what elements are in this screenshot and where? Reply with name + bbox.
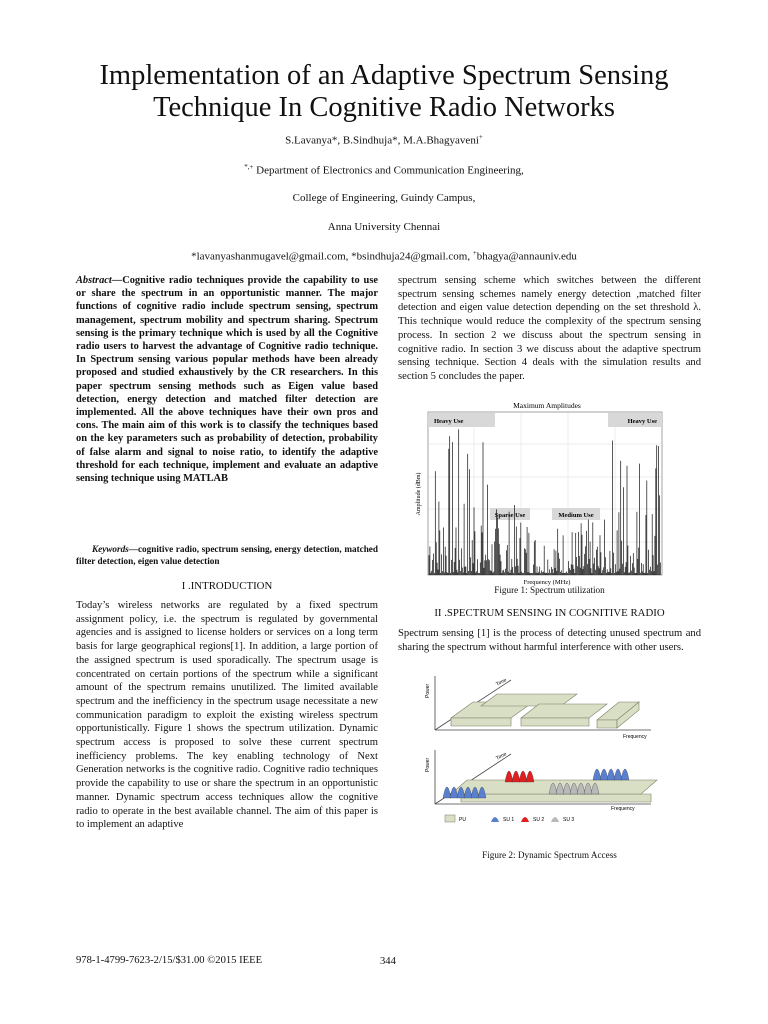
su2-bump — [526, 771, 534, 782]
affil-mark: *,+ — [244, 163, 254, 171]
fig2-frequency-top: Frequency — [623, 734, 647, 740]
fig2-legend — [445, 815, 574, 823]
dynamic-spectrum-access-diagram — [421, 670, 661, 830]
fig1-heavy-left: Heavy Use — [434, 418, 464, 425]
university: Anna University Chennai — [327, 221, 441, 233]
abstract — [76, 274, 378, 485]
su2-bump — [519, 771, 527, 782]
su1-bump — [600, 769, 608, 780]
fig2-power-top: Power — [425, 683, 431, 698]
section-2-text: Spectrum sensing [1] is the process of detecting unused spectrum and sharing the spectrum without harmful interference with other users. — [398, 628, 701, 653]
su1-bump — [614, 769, 622, 780]
legend-su2: SU 2 — [533, 817, 545, 823]
authors-mark: + — [478, 133, 483, 141]
page-number: 344 — [380, 956, 396, 967]
legend-su2-swatch — [521, 817, 529, 822]
legend-su3: SU 3 — [563, 817, 575, 823]
title-line-2: Technique In Cognitive Radio Networks — [153, 92, 615, 123]
fig1-xlabel: Frequency (MHz) — [523, 579, 571, 586]
fig2-power-bottom: Power — [425, 757, 431, 772]
paper-title — [60, 60, 708, 124]
spectrum-utilization-chart — [412, 399, 664, 599]
su1-bump — [443, 787, 451, 798]
fig2-time-bottom: Time — [495, 751, 508, 762]
su2-bump — [512, 771, 520, 782]
figure-2-caption: Figure 2: Dynamic Spectrum Access — [482, 850, 617, 860]
intro-heading: I .INTRODUCTION — [181, 580, 273, 592]
keywords-label: Keywords— — [92, 544, 138, 554]
emails — [60, 249, 708, 263]
keywords — [76, 544, 378, 567]
authors — [60, 133, 708, 147]
legend-su1: SU 1 — [503, 817, 515, 823]
fig1-title: Maximum Amplitudes — [513, 401, 581, 410]
fig2-frequency-bottom: Frequency — [611, 806, 635, 812]
figure-1 — [412, 399, 664, 599]
abstract-text: Cognitive radio techniques provide the capability to use or share the spectrum in an opportunistic manner. The major functions of cognitive radio include spectrum sensing, spectrum management, spectrum mobility and spectrum sharing. Spectrum sensing is the primary technique which is used by all the Cognitive radio users to harvest the advantage of Cognitive radio technique. In Spectrum sensing various popular methods have been already proposed and studied exhaustively by the CR researchers. In this paper spectrum sensing methods such as Eigen value based detection, energy detection and matched filter detection are implemented. All the above techniques have their own pros and cons. The main aim of this work is to classify the techniques based on the key parameters such as probability of detection, probability of false alarm and signal to noise ratio, to identify the adaptive threshold for each technique, implement and evaluate an adaptive sensing technique using MATLAB — [76, 275, 378, 485]
title-line-1: Implementation of an Adaptive Spectrum Sensing — [99, 60, 669, 91]
fig1-sparse: Sparse Use — [494, 512, 526, 519]
department — [60, 163, 708, 177]
abstract-label: Abstract— — [76, 275, 123, 286]
fig2-time-top: Time — [495, 677, 508, 688]
emails-mark: + — [472, 249, 477, 257]
fig2-pu-blocks-top — [451, 694, 639, 728]
su1-bump — [593, 769, 601, 780]
figure-1-caption: Figure 1: Spectrum utilization — [494, 585, 605, 595]
intro-text: Today’s wireless networks are regulated by a fixed spectrum assignment policy, i.e. the spectrum is regulated by governmental agencies and is assigned to license holders or services on a long term basis for large geographical regions[1]. In addition, a large portion of the assigned spectrum is used sporadically. The spectrum usage is concentrated on certain portions of the spectrum while a significant amount of the spectrum remains unutilized. The limited available spectrum and the inefficiency in the spectrum usage necessitate a new communication paradigm to exploit the existing wireless spectrum opportunistically. Figure 1 shows the spectrum utilization. Dynamic spectrum access is proposed to solve these current spectrum inefficiency problems. The key enabling technology of Next Generation networks is the cognitive radio. Cognitive radio techniques provide the capability to use or share the spectrum in an opportunistic manner. Dynamic spectrum access techniques allow the cognitive radio to operate in the best available channel. The aim of this paper is to implement an adaptive — [76, 600, 378, 831]
fig1-heavy-right: Heavy Use — [627, 418, 657, 425]
section-2-heading: II .SPECTRUM SENSING IN COGNITIVE RADIO — [434, 607, 665, 619]
su1-bump — [607, 769, 615, 780]
legend-su3-swatch — [551, 817, 559, 822]
su2-bump — [505, 771, 513, 782]
fig1-ylabel: Amplitude (dBm) — [416, 472, 422, 516]
legend-pu: PU — [459, 817, 466, 823]
footer-isbn: 978-1-4799-7623-2/15/$31.00 ©2015 IEEE — [76, 955, 263, 966]
legend-pu-swatch — [445, 815, 455, 822]
emails-text-2: bhagya@annauniv.edu — [476, 250, 577, 263]
figure-2 — [421, 670, 661, 830]
department-text: Department of Electronics and Communication Engineering, — [253, 164, 524, 177]
right-top-text: spectrum sensing scheme which switches between the different spectrum sensing schemes namely energy detection ,matched filter detection and eigen value detection depending on the set threshold λ. This technique would reduce the complexity of the spectrum sensing process. In section 2 we discuss about the spectrum sensing in cognitive radio. In section 3 we discuss about the adaptive spectrum sensing technique. Section 4 deals with the simulation results and section 5 concludes the paper. — [398, 275, 701, 382]
authors-text: S.Lavanya*, B.Sindhuja*, M.A.Bhagyaveni — [285, 134, 479, 147]
fig1-medium: Medium Use — [558, 512, 594, 519]
emails-text: *lavanyashanmugavel@gmail.com, *bsindhuja24@gmail.com, — [191, 250, 473, 263]
legend-su1-swatch — [491, 817, 499, 822]
college: College of Engineering, Guindy Campus, — [292, 192, 476, 204]
keywords-text: cognitive radio, spectrum sensing, energy detection, matched filter detection, eigen value detection — [76, 544, 378, 566]
su1-bump — [621, 769, 629, 780]
